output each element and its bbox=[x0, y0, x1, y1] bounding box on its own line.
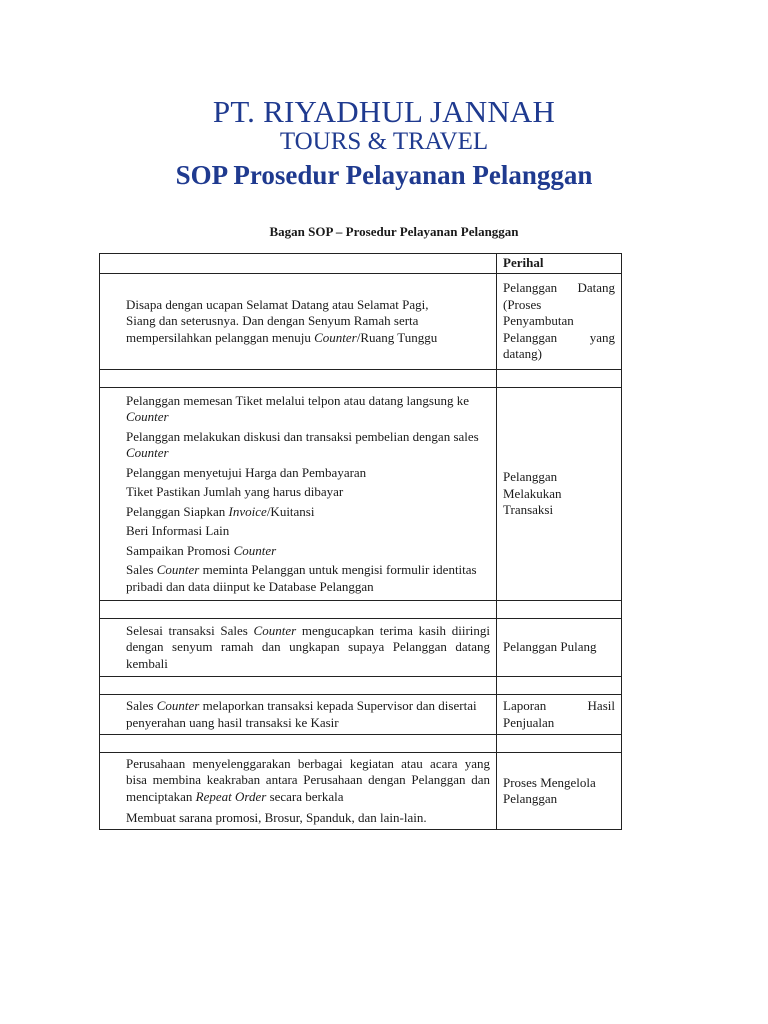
spacer-row bbox=[100, 370, 622, 388]
row-3-perihal: Pelanggan Pulang bbox=[497, 619, 622, 677]
spacer-row bbox=[100, 735, 622, 753]
spacer-row bbox=[100, 677, 622, 695]
row-1-line-3: mempersilahkan pelanggan menuju Counter/Ruang Tunggu bbox=[126, 329, 438, 345]
row-3-activities: Selesai transaksi Sales Counter mengucapkan terima kasih diiringi dengan senyum ramah dan ungkapan supaya Pelanggan datang kembali bbox=[100, 619, 497, 677]
row-4-activities: Sales Counter melaporkan transaksi kepada Supervisor dan disertai penyerahan uang hasil transaksi ke Kasir bbox=[100, 695, 497, 735]
row-5-para-1: Perusahaan menyelenggarakan berbagai kegiatan atau acara yang bisa membina keakraban antara Perusahaan dengan Pelanggan dan menciptakan Repeat Order secara berkala bbox=[126, 755, 490, 804]
row-1-activities bbox=[100, 274, 497, 370]
company-name: PT. RIYADHUL JANNAH bbox=[212, 94, 556, 129]
spacer-row bbox=[100, 601, 622, 619]
row-2-step-6: Beri Informasi Lain bbox=[126, 523, 230, 539]
table-row bbox=[100, 388, 622, 601]
table-row bbox=[100, 274, 622, 370]
row-4-perihal: Laporan Hasil Penjualan bbox=[497, 695, 622, 735]
table-header-row bbox=[100, 254, 622, 274]
table-caption: Bagan SOP – Prosedur Pelayanan Pelanggan bbox=[269, 224, 519, 239]
sop-table bbox=[99, 253, 622, 830]
row-2-step-3: Pelanggan menyetujui Harga dan Pembayaran bbox=[126, 464, 367, 480]
document-title: SOP Prosedur Pelayanan Pelanggan bbox=[175, 160, 593, 190]
company-subtitle: TOURS & TRAVEL bbox=[279, 128, 489, 155]
row-2-step-2: Pelanggan melakukan diskusi dan transaksi pembelian dengan sales Counter bbox=[126, 428, 479, 461]
header-perihal-cell: Perihal bbox=[497, 254, 622, 274]
row-1-perihal: Pelanggan Datang (Proses Penyambutan Pelanggan yang datang) bbox=[497, 274, 622, 370]
row-2-perihal: Pelanggan Melakukan Transaksi bbox=[497, 388, 622, 601]
table-row bbox=[100, 619, 622, 677]
row-2-step-4: Tiket Pastikan Jumlah yang harus dibayar bbox=[126, 484, 344, 500]
row-2-step-8: Sales Counter meminta Pelanggan untuk mengisi formulir identitas pribadi dan data diinput ke Database Pelanggan bbox=[126, 562, 477, 594]
row-5-activities bbox=[100, 753, 497, 830]
row-2-step-7: Sampaikan Promosi Counter bbox=[126, 542, 277, 558]
row-2-step-5: Pelanggan Siapkan Invoice/Kuitansi bbox=[126, 503, 315, 519]
row-5-para-2: Membuat sarana promosi, Brosur, Spanduk, dan lain-lain. bbox=[126, 810, 427, 825]
table-row bbox=[100, 753, 622, 830]
row-1-line-2: Siang dan seterusnya. Dan dengan Senyum Ramah serta bbox=[126, 313, 419, 329]
header-empty-cell bbox=[100, 254, 497, 274]
row-1-line-1: Disapa dengan ucapan Selamat Datang atau Selamat Pagi, bbox=[126, 296, 429, 312]
row-2-activities bbox=[100, 388, 497, 601]
table-row bbox=[100, 695, 622, 735]
row-2-step-1: Pelanggan memesan Tiket melalui telpon atau datang langsung ke Counter bbox=[126, 392, 469, 425]
row-5-perihal: Proses Mengelola Pelanggan bbox=[497, 753, 622, 830]
